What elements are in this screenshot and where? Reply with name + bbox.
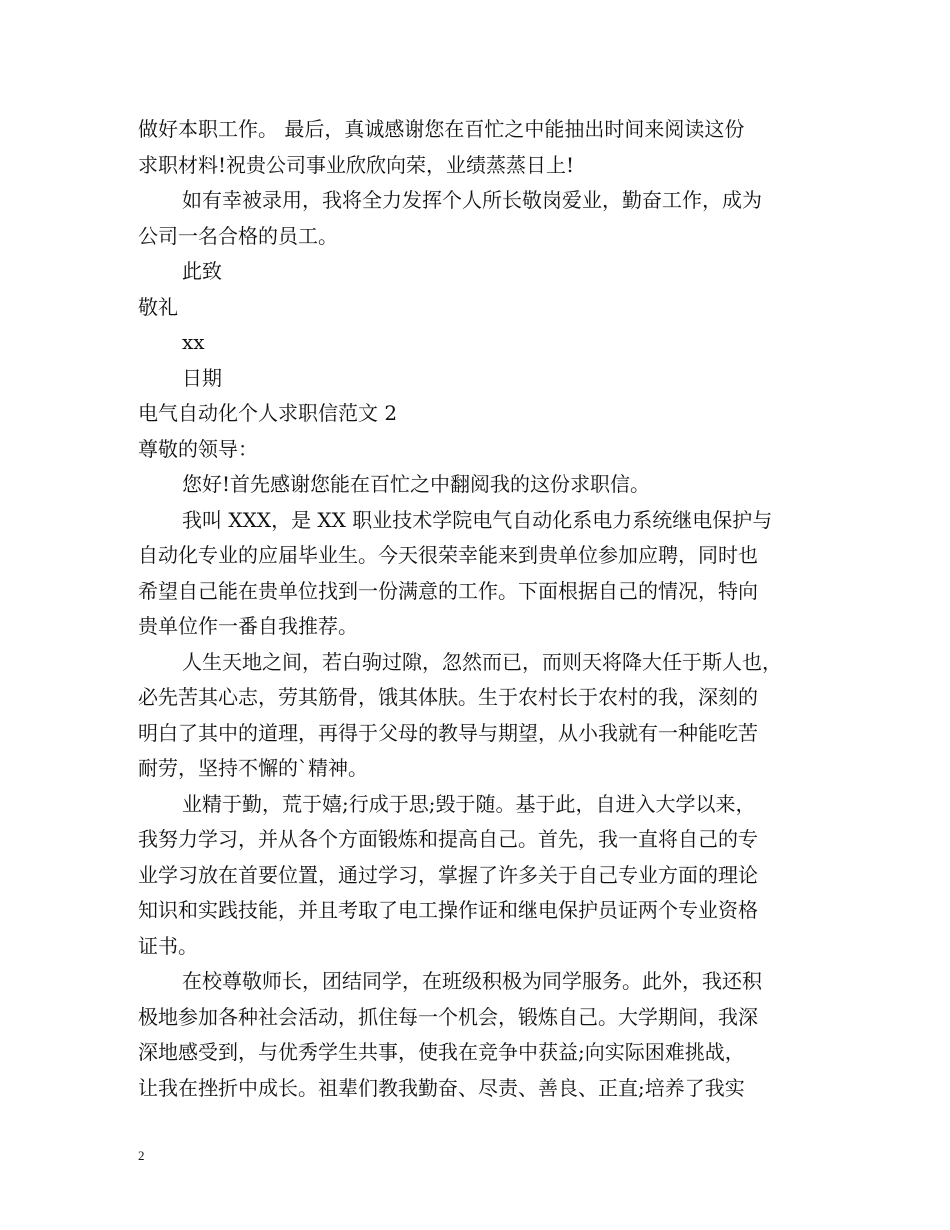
- text-line: 我叫 XXX，是 XX 职业技术学院电气自动化系电力系统继电保护与: [182, 507, 773, 532]
- text-line: 电气自动化个人求职信范文 2: [138, 401, 398, 425]
- text-line: 让我在挫折中成长。祖辈们教我勤奋、尽责、善良、正直;培养了我实: [138, 1075, 745, 1100]
- text-line: 证书。: [138, 933, 198, 958]
- text-line: 必先苦其心志，劳其筋骨，饿其体肤。生于农村长于农村的我，深刻的: [138, 685, 758, 709]
- page-number: 2: [138, 1148, 145, 1163]
- text-line: 人生天地之间，若白驹过隙，忽然而已，而则天将降大任于斯人也，: [182, 649, 782, 674]
- text-line: 业精于勤，荒于嬉;行成于思;毁于随。基于此，自进入大学以来，: [182, 791, 756, 816]
- text-line: 尊敬的领导：: [138, 436, 258, 461]
- text-line: 希望自己能在贵单位找到一份满意的工作。下面根据自己的情况，特向: [138, 578, 758, 603]
- text-line: 公司一名合格的员工。: [138, 223, 338, 248]
- text-line: 求职材料!祝贵公司事业欣欣向荣，业绩蒸蒸日上!: [138, 152, 575, 177]
- text-line: 深地感受到，与优秀学生共事，使我在竞争中获益;向实际困难挑战，: [138, 1040, 745, 1064]
- text-line: 日期: [182, 365, 222, 390]
- text-line: 在校尊敬师长，团结同学，在班级积极为同学服务。此外，我还积: [182, 969, 762, 993]
- text-line: 您好!首先感谢您能在百忙之中翻阅我的这份求职信。: [182, 472, 651, 496]
- document-body: [138, 112, 818, 1106]
- text-line: 明白了其中的道理，再得于父母的教导与期望，从小我就有一种能吃苦: [138, 720, 758, 745]
- text-line: 业学习放在首要位置，通过学习，掌握了许多关于自己专业方面的理论: [138, 862, 758, 887]
- text-line: xx: [182, 330, 205, 354]
- text-line: 此致: [182, 259, 222, 283]
- text-line: 敬礼: [138, 294, 178, 319]
- text-line: 知识和实践技能，并且考取了电工操作证和继电保护员证两个专业资格: [138, 898, 758, 922]
- text-line: 自动化专业的应届毕业生。今天很荣幸能来到贵单位参加应聘，同时也: [138, 543, 758, 567]
- text-line: 做好本职工作。 最后，真诚感谢您在百忙之中能抽出时间来阅读这份: [138, 117, 745, 141]
- text-line: 我努力学习，并从各个方面锻炼和提高自己。首先，我一直将自己的专: [138, 827, 758, 851]
- text-line: 耐劳，坚持不懈的`精神。: [138, 756, 368, 780]
- text-line: 贵单位作一番自我推荐。: [138, 614, 358, 638]
- text-line: 极地参加各种社会活动，抓住每一个机会，锻炼自己。大学期间，我深: [138, 1004, 758, 1029]
- text-line: 如有幸被录用，我将全力发挥个人所长敬岗爱业，勤奋工作，成为: [182, 188, 762, 212]
